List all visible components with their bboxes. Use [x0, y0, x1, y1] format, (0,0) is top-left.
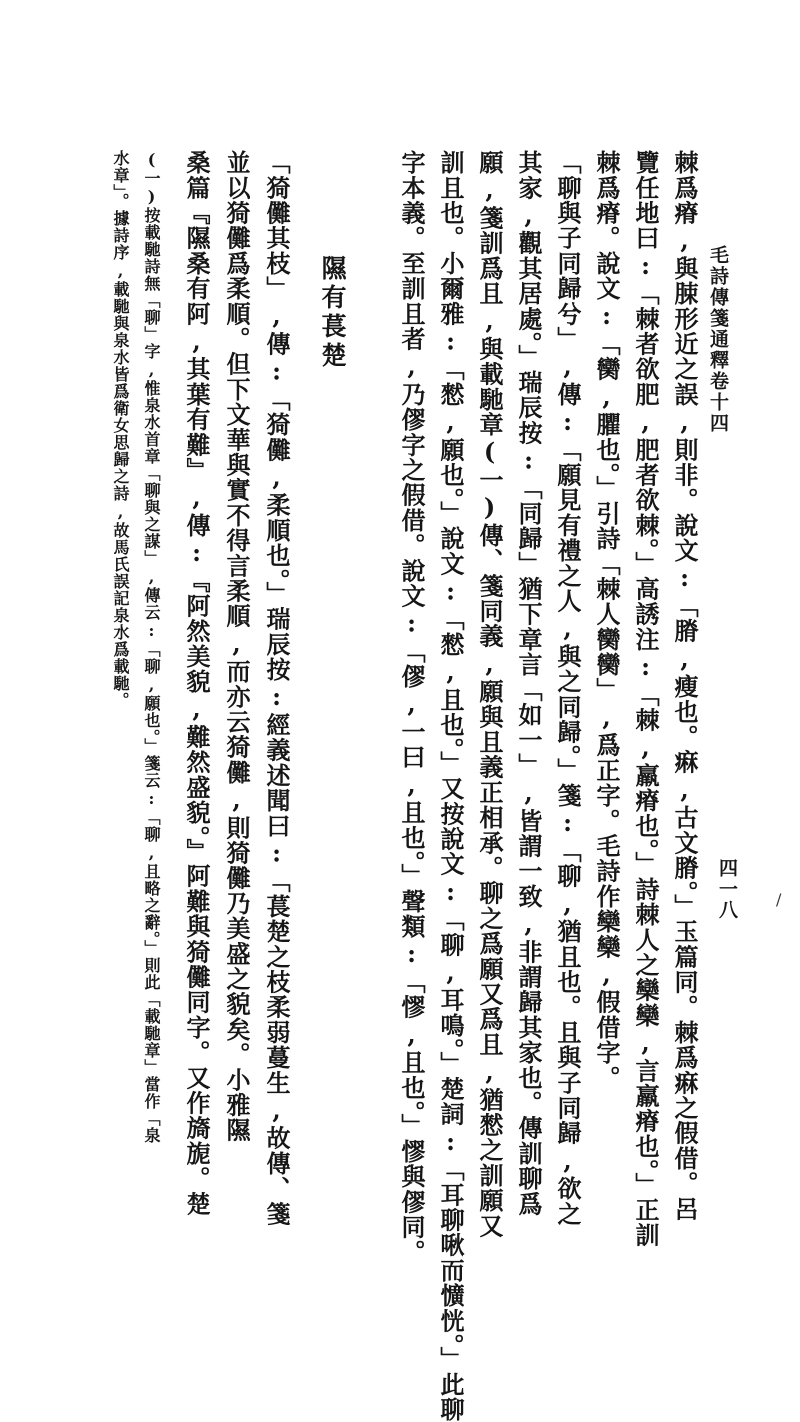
text-column-2: 覽任地曰:「棘者欲肥,肥者欲棘。」高誘注:「棘,羸瘠也。」詩棘人之欒欒,言羸瘠也。」正訓	[631, 150, 660, 1248]
text-column-9: 「猗儺其枝」,傳:「猗儺,柔順也。」瑞辰按:經義述聞曰:「萇楚之枝柔弱蔓生,故傳、箋	[262, 150, 291, 1227]
text-column-7: 訓且也。小爾雅:「憖,願也。」說文:「憖,且也。」又按說文:「聊,耳鳴。」楚詞:「耳聊啾而懭恍。」此聊	[436, 150, 465, 1422]
stray-mark: /	[776, 890, 782, 909]
footnote-line-2: 水章」。據詩序,載馳與泉水皆爲衛女思歸之詩,故馬氏誤記泉水爲載馳。	[111, 150, 130, 709]
text-column-5: 其家,觀其居處。」瑞辰按:「同歸」猶下章言「如一」,皆謂一致,非謂歸其家也。傳訓聊爲	[514, 150, 543, 1217]
text-column-4: 「聊與子同歸兮」,傳:「願見有禮之人,與之同歸。」箋:「聊,猶且也。且與子同歸,欲之	[553, 150, 582, 1227]
section-title: 隰有萇楚	[318, 255, 347, 371]
page-number: 四一八	[716, 858, 738, 921]
text-column-6: 願,箋訓爲且,與載馳章(一)傳、箋同義,願與且義正相承。聊之爲願又爲且,猶憖之訓願又	[475, 150, 504, 1239]
text-column-11: 桑篇『隰桑有阿,其葉有難』,傳:『阿然美貌,難然盛貌。』阿難與猗儺同字。又作旖旎。楚	[182, 150, 211, 1217]
text-column-1: 棘爲瘠,與脨形近之誤,則非。說文:「膌,瘦也。痳,古文膌。」玉篇同。棘爲痳之假借。呂	[670, 150, 699, 1222]
text-column-10: 並以猗儺爲柔順。但下文華與實不得言柔順,而亦云猗儺,則猗儺乃美盛之貌矣。小雅隰	[222, 150, 251, 1143]
text-column-8: 字本義。至訓且者,乃僇字之假借。說文:「僇,一曰,且也。」聲類:「憀,且也。」憀與僇同。	[397, 150, 426, 1265]
running-header: 毛詩傳箋通釋卷十四	[707, 245, 729, 434]
text-column-3: 棘爲瘠。說文:「臠,臞也。」引詩「棘人臠臠」,爲正字。毛詩作欒欒,假借字。	[592, 150, 621, 1091]
footnote-line-1: (一)按載馳詩無「聊」字,惟泉水首章「聊與之謀」,傳云:「聊,願也。」箋云:「聊,且略之辭。」則此「載馳章」當作「泉	[142, 150, 161, 1144]
